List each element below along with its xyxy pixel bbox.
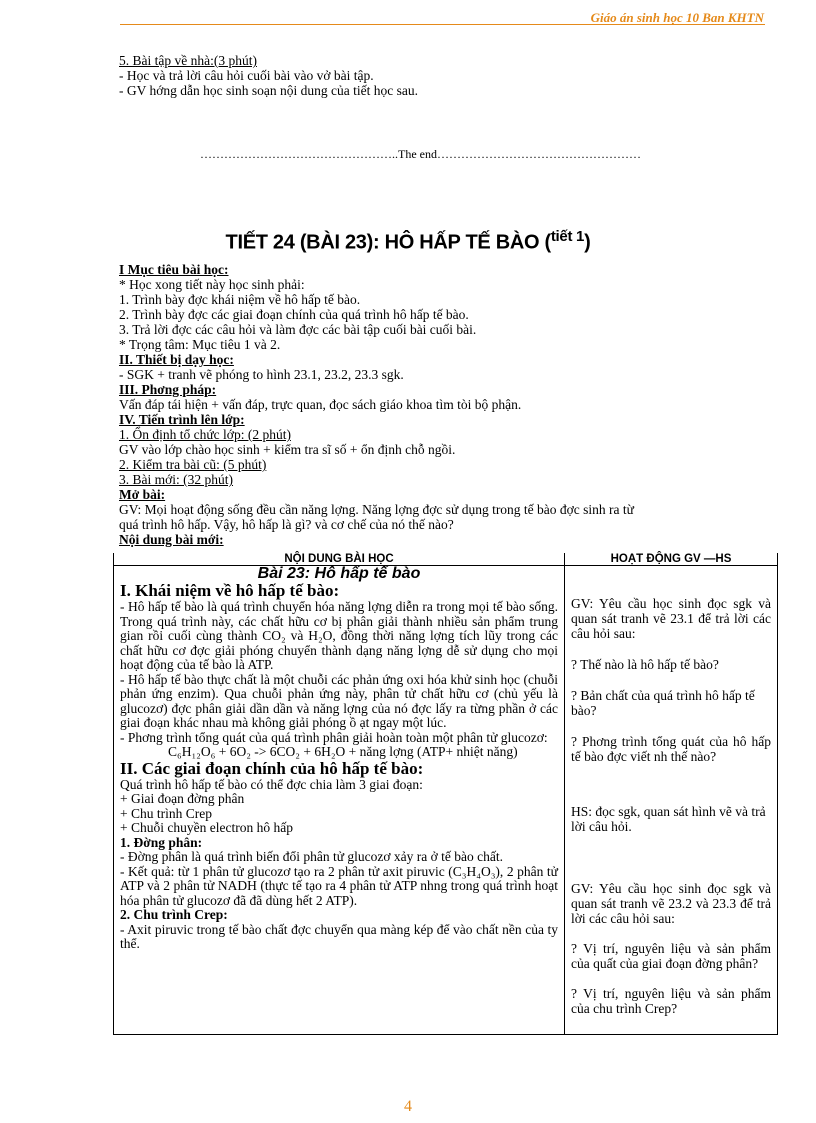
activity-question: ? Thế nào là hô hấp tế bào? — [571, 657, 719, 672]
column-header-content: NỘI DUNG BÀI HỌC — [114, 553, 565, 566]
lesson-table — [113, 553, 778, 1035]
step-3-heading: 3. Bài mới: (32 phút) — [119, 472, 234, 487]
activity-question: ? Bản chất của quá trình hô hấp tế bào? — [571, 688, 755, 718]
stage-item: + Chuỗi chuyền electron hô hấp — [120, 820, 293, 835]
subsection-heading: 1. Đờng phân: — [120, 834, 203, 850]
column-header-activity: HOẠT ĐỘNG GV —HS — [565, 553, 778, 566]
equipment-heading: II. Thiết bị dạy học: — [119, 352, 234, 367]
objectives-intro: * Học xong tiết này học sinh phải: — [119, 277, 305, 292]
lesson-title: Bài 23: Hô hấp tế bào — [257, 565, 421, 582]
objective-item: 3. Trả lời đợc các câu hỏi và làm đợc các bài tập cuối bài cuối bài. — [119, 322, 477, 337]
step-2-heading: 2. Kiểm tra bài cũ: (5 phút) — [119, 457, 267, 472]
equipment-text: - SGK + tranh vẽ phóng to hình 23.1, 23.2, 23.3 sgk. — [119, 367, 404, 382]
lesson-plan-body — [119, 262, 779, 547]
objective-item: 1. Trình bày đợc khái niệm về hô hấp tế bào. — [119, 292, 361, 307]
equation: C₆H₁₂O₆ + 6O₂ -> 6CO₂ + 6H₂O + năng lợng (ATP+ nhiệt năng) — [168, 744, 518, 759]
section-heading: I. Khái niệm về hô hấp tế bào: — [120, 581, 340, 600]
stage-item: + Chu trình Crep — [120, 805, 212, 821]
activity-cell — [565, 566, 778, 1035]
homework-item: - GV hớng dẫn học sinh soạn nội dung của tiết học sau. — [119, 83, 418, 98]
activity-item: GV: Yêu cầu học sinh đọc sgk và quan sát tranh vẽ 23.1 để trả lời các câu hỏi sau: — [571, 596, 771, 641]
activity-question: ? Phơng trình tổng quát của hô hấp tế bào đợc viết nh thế nào? — [571, 734, 771, 764]
intro-text: quá trình hô hấp. Vậy, hô hấp là gì? và cơ chế của nó thế nào? — [119, 517, 454, 532]
activity-item: HS: đọc sgk, quan sát hình vẽ và trả lời câu hỏi. — [571, 804, 766, 834]
paragraph: - Hô hấp tế bào là quá trình chuyển hóa năng lợng diễn ra trong mọi tế bào sống. Trong quá trình này, các chất hữu cơ bị phân giải thành nhiều sản phẩm trung gian rồi cuối cùng thành CO₂ và H₂O, đồng thời năng lợng tích lũy trong các chất hữu cơ đợc giải phóng chuyển thành dạng năng lợng dễ sử dụng cho mọi hoạt động của tế bào là ATP. — [120, 599, 558, 672]
homework-item: - Học và trả lời câu hỏi cuối bài vào vở bài tập. — [119, 68, 374, 83]
paragraph: Quá trình hô hấp tế bào có thể đợc chia làm 3 giai đoạn: — [120, 776, 423, 792]
paragraph: - Đờng phân là quá trình biến đổi phân tử glucozơ xảy ra ở tế bào chất. — [120, 849, 503, 864]
page-number: 4 — [404, 1098, 412, 1115]
section-heading: II. Các giai đoạn chính của hô hấp tế bào: — [120, 758, 424, 778]
objectives-focus: * Trọng tâm: Mục tiêu 1 và 2. — [119, 337, 281, 352]
homework-heading: 5. Bài tập về nhà:(3 phút) — [119, 53, 257, 68]
method-heading: III. Phơng pháp: — [119, 382, 217, 397]
homework-section — [119, 53, 418, 98]
step-1-text: GV vào lớp chào học sinh + kiểm tra sĩ số + ổn định chỗ ngồi. — [119, 442, 456, 457]
procedure-heading: IV. Tiến trình lên lớp: — [119, 412, 245, 427]
content-cell — [114, 566, 565, 1035]
subsection-heading: 2. Chu trình Crep: — [120, 907, 228, 922]
activity-question: ? Vị trí, nguyên liệu và sản phẩm của chu trình Crep? — [571, 986, 771, 1016]
activity-question: ? Vị trí, nguyên liệu và sản phẩm của quất của giai đoạn đờng phân? — [571, 941, 771, 971]
method-text: Vấn đáp tái hiện + vấn đáp, trực quan, đọc sách giáo khoa tìm tòi bộ phận. — [119, 397, 522, 412]
objectives-heading: I Mục tiêu bài học: — [119, 262, 229, 277]
activity-item: GV: Yêu cầu học sinh đọc sgk và quan sát tranh vẽ 23.2 và 23.3 để trả lời các câu hỏi sau: — [571, 881, 771, 926]
paragraph: - Hô hấp tế bào thực chất là một chuỗi các phản ứng oxi hóa khử sinh học (chuỗi phản ứng enzim). Qua chuỗi phản ứng này, phân tử chất hữu cơ (chủ yếu là glucozơ) đợc phân giải dần dần và năng lợng của nó đợc lấy ra từng phần ở các giai đoạn khác nhau mà không giải phóng ồ ạt ngay một lúc. — [120, 671, 558, 730]
intro-text: GV: Mọi hoạt động sống đều cần năng lợng. Năng lợng đợc sử dụng trong tế bào đợc sinh ra từ — [119, 502, 634, 517]
content-heading: Nội dung bài mới: — [119, 532, 224, 547]
paragraph: - Kết quả: từ 1 phân tử glucozơ tạo ra 2 phân tử axit piruvic (C₃H₄O₃), 2 phân tử ATP và 2 phân tử NADH (thực tế tạo ra 4 phân tử ATP nhng trong quá trình hoạt hóa phân tử glucozơ đã đã dùng hết 2 ATP). — [120, 863, 558, 908]
intro-heading: Mở bài: — [119, 487, 166, 502]
title-text: TIẾT 24 (BÀI 23): HÔ HẤP TẾ BÀO ( — [225, 231, 551, 254]
paragraph: - Axit piruvic trong tế bào chất đợc chuyển qua màng kép để vào chất nền của ty thể. — [120, 921, 558, 951]
end-separator: …………………………………………..The end…………………………………………… — [200, 147, 641, 161]
stage-item: + Giai đoạn đờng phân — [120, 791, 245, 806]
page-title — [0, 228, 816, 255]
title-close: ) — [584, 231, 591, 254]
running-header: Giáo án sinh học 10 Ban KHTN — [590, 10, 764, 25]
step-1-heading: 1. Ổn định tổ chức lớp: (2 phút) — [119, 427, 291, 442]
paragraph: - Phơng trình tổng quát của quá trình phân giải hoàn toàn một phân tử glucozơ: — [120, 729, 548, 745]
objective-item: 2. Trình bày đợc các giai đoạn chính của quá trình hô hấp tế bào. — [119, 307, 469, 322]
title-sup: tiết 1 — [550, 228, 585, 245]
